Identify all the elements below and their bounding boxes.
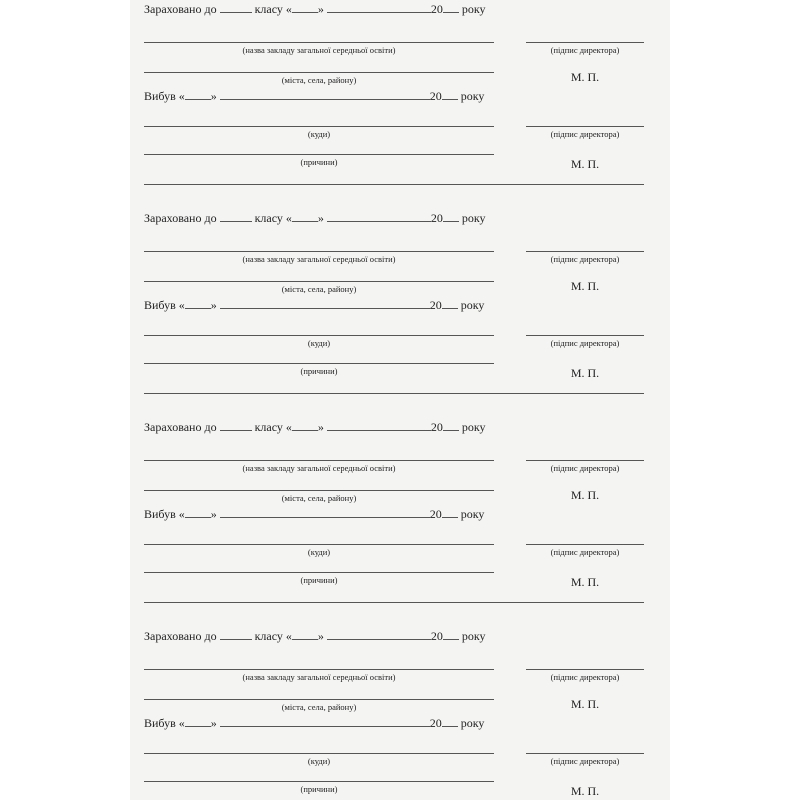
month-blank[interactable] [327,420,431,431]
quote-close: » [317,211,324,225]
block-divider [144,602,644,603]
class-label: класу [254,2,283,16]
day-blank[interactable] [292,420,318,431]
school-line[interactable] [144,460,494,461]
year-label: року [461,211,486,225]
year-prefix: 20 [430,420,443,434]
year-label: року [460,507,485,521]
form-block [130,410,670,620]
reason-caption: (причини) [300,157,338,167]
signature-line[interactable] [526,251,644,252]
year-prefix: 20 [430,629,443,643]
school-caption: (назва закладу загальної середньої освіти) [242,463,396,473]
quote-open: « [285,420,292,434]
where-line[interactable] [144,753,494,754]
school-line[interactable] [144,42,494,43]
left-label: Вибув [144,89,176,103]
signature-line[interactable] [526,126,644,127]
place-caption: (міста, села, району) [281,75,357,85]
reason-line[interactable] [144,154,494,155]
reason-caption: (причини) [300,784,338,794]
block-divider [144,393,644,394]
quote-open: « [285,211,292,225]
year-prefix: 20 [429,716,442,730]
class-blank[interactable] [220,629,252,640]
quote-open: « [285,629,292,643]
place-caption: (міста, села, району) [281,702,357,712]
class-label: класу [254,420,283,434]
signature-caption: (підпис директора) [550,463,620,473]
school-caption: (назва закладу загальної середньої освіти) [242,254,396,264]
enrolled-line [144,420,486,434]
day-blank[interactable] [185,716,211,727]
where-caption: (куди) [307,547,331,557]
where-line[interactable] [144,335,494,336]
left-line [144,507,484,521]
enrolled-line [144,629,486,643]
day-blank[interactable] [292,629,318,640]
signature-line[interactable] [526,335,644,336]
signature-line[interactable] [526,544,644,545]
year-prefix: 20 [430,2,443,16]
month-blank[interactable] [327,629,431,640]
year-blank[interactable] [442,298,458,309]
quote-close: » [210,716,217,730]
class-label: класу [254,629,283,643]
quote-close: » [317,2,324,16]
month-blank[interactable] [327,2,431,13]
month-blank[interactable] [220,89,430,100]
enrolled-label: Зараховано до [144,629,217,643]
quote-open: « [178,507,185,521]
class-label: класу [254,211,283,225]
place-caption: (міста, села, району) [281,493,357,503]
where-line[interactable] [144,126,494,127]
day-blank[interactable] [185,507,211,518]
year-label: року [460,298,485,312]
year-blank[interactable] [442,716,458,727]
signature-caption: (підпис директора) [550,129,620,139]
quote-close: » [210,89,217,103]
class-blank[interactable] [220,420,252,431]
stamp-label: М. П. [570,488,600,502]
signature-caption: (підпис директора) [550,672,620,682]
reason-caption: (причини) [300,575,338,585]
where-caption: (куди) [307,129,331,139]
form-block [130,619,670,800]
reason-line[interactable] [144,363,494,364]
quote-close: » [317,420,324,434]
stamp-label: М. П. [570,366,600,380]
day-blank[interactable] [292,211,318,222]
quote-open: « [178,716,185,730]
year-blank[interactable] [443,211,459,222]
month-blank[interactable] [220,507,430,518]
quote-close: » [210,298,217,312]
day-blank[interactable] [185,298,211,309]
year-blank[interactable] [443,420,459,431]
year-blank[interactable] [442,507,458,518]
stamp-label: М. П. [570,784,600,798]
signature-line[interactable] [526,753,644,754]
reason-line[interactable] [144,781,494,782]
school-caption: (назва закладу загальної середньої освіти) [242,45,396,55]
where-line[interactable] [144,544,494,545]
enrolled-label: Зараховано до [144,2,217,16]
class-blank[interactable] [220,2,252,13]
place-caption: (міста, села, району) [281,284,357,294]
signature-line[interactable] [526,669,644,670]
month-blank[interactable] [220,298,430,309]
quote-open: « [178,298,185,312]
signature-line[interactable] [526,42,644,43]
form-block [130,0,670,202]
year-blank[interactable] [442,89,458,100]
enrolled-line [144,211,486,225]
stamp-label: М. П. [570,157,600,171]
signature-caption: (підпис директора) [550,45,620,55]
quote-close: » [210,507,217,521]
block-divider [144,184,644,185]
left-label: Вибув [144,507,176,521]
place-line[interactable] [144,281,494,282]
year-label: року [461,420,486,434]
stamp-label: М. П. [570,575,600,589]
form-block [130,201,670,411]
stamp-label: М. П. [570,697,600,711]
year-prefix: 20 [429,89,442,103]
signature-caption: (підпис директора) [550,547,620,557]
signature-caption: (підпис директора) [550,338,620,348]
enrolled-line [144,2,486,16]
place-line[interactable] [144,699,494,700]
form-sheet [130,0,670,800]
year-label: року [460,716,485,730]
stamp-label: М. П. [570,279,600,293]
quote-close: » [317,629,324,643]
left-label: Вибув [144,716,176,730]
left-line [144,89,484,103]
class-blank[interactable] [220,211,252,222]
left-label: Вибув [144,298,176,312]
year-prefix: 20 [430,211,443,225]
month-blank[interactable] [220,716,430,727]
school-line[interactable] [144,251,494,252]
year-blank[interactable] [443,2,459,13]
school-line[interactable] [144,669,494,670]
signature-caption: (підпис директора) [550,254,620,264]
reason-caption: (причини) [300,366,338,376]
year-blank[interactable] [443,629,459,640]
year-label: року [461,2,486,16]
year-prefix: 20 [429,507,442,521]
enrolled-label: Зараховано до [144,211,217,225]
day-blank[interactable] [185,89,211,100]
place-line[interactable] [144,72,494,73]
school-caption: (назва закладу загальної середньої освіти) [242,672,396,682]
left-line [144,298,484,312]
place-line[interactable] [144,490,494,491]
enrolled-label: Зараховано до [144,420,217,434]
quote-open: « [285,2,292,16]
where-caption: (куди) [307,338,331,348]
year-prefix: 20 [429,298,442,312]
left-line [144,716,484,730]
stamp-label: М. П. [570,70,600,84]
year-label: року [461,629,486,643]
signature-caption: (підпис директора) [550,756,620,766]
year-label: року [460,89,485,103]
signature-line[interactable] [526,460,644,461]
reason-line[interactable] [144,572,494,573]
day-blank[interactable] [292,2,318,13]
month-blank[interactable] [327,211,431,222]
quote-open: « [178,89,185,103]
where-caption: (куди) [307,756,331,766]
